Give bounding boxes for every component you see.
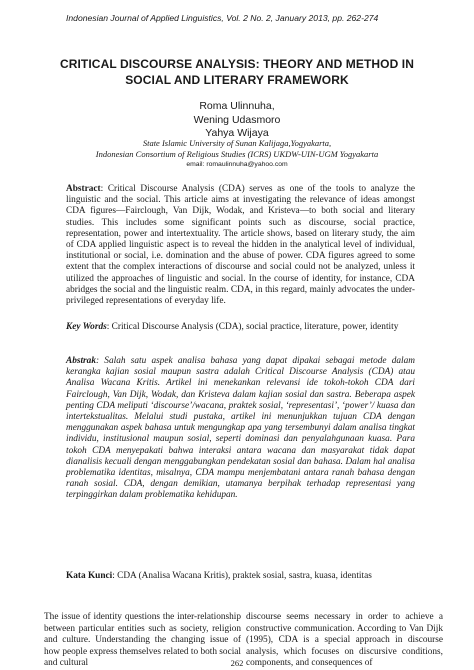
- abstract-indonesian: [66, 356, 415, 502]
- page-number: 262: [230, 658, 244, 668]
- author-email: email: romaulinnuha@yahoo.com: [186, 161, 288, 168]
- author-3: Yahya Wijaya: [205, 127, 269, 139]
- author-2: Wening Udasmoro: [193, 113, 281, 126]
- abstrak-label: Abstrak: [66, 356, 96, 366]
- body-left-column: The issue of identity questions the inter-relationship between particular entities such as society, religion and culture. Understanding the changing issue of how people express themselves related to both social and cultural: [44, 612, 241, 669]
- abstract-text: : Critical Discourse Analysis (CDA) serves as one of the tools to analyze the linguistic and the social. This article aims at investigating the relevance of ideas amongst CDA figures—Fairclough, Van Dijk, Wodak, and Kristeva—to both social and literary studies. This includes some significant points such as discourse, social practice, representation, power and intertextuality. The article shows, based on literary study, the aim of CDA applied linguistic aspect is to reveal the hidden in the analytical level of individual, institutional or social, i.e. domination and the abuse of power. CDA figures agreed to some extent that the complex interactions of discourse and social could not be analyzed, unless it utilized the approaches of linguistic and social. In the course of identity, for instance, CDA abridges the social and the linguistic realm. CDA, in this regard, mainly advocates the under-privileged representations of everyday life.: [66, 184, 415, 307]
- body-right-column: discourse seems necessary in order to achieve a constructive communication. According to Van Dijk (1995), CDA is a special approach in discourse analysis, which focuses on discursive conditions, components, and consequences of: [246, 612, 443, 669]
- kata-kunci-label: Kata Kunci: [66, 571, 113, 581]
- journal-header: Indonesian Journal of Applied Linguistics, Vol. 2 No. 2, January 2013, pp. 262-274: [66, 13, 379, 23]
- author-1: Roma Ulinnuha,: [199, 100, 275, 112]
- keywords: [66, 322, 415, 333]
- abstract-label: Abstract: [66, 184, 101, 194]
- kata-kunci-text: : CDA (Analisa Wacana Kritis), praktek sosial, sastra, kuasa, identitas: [112, 571, 372, 581]
- kata-kunci: [66, 571, 415, 582]
- author-list: [0, 100, 474, 141]
- affiliation-line-1: State Islamic University of Sunan Kalijaga,Yogyakarta,: [142, 138, 332, 148]
- title-line-1: CRITICAL DISCOURSE ANALYSIS: THEORY AND METHOD IN: [59, 57, 415, 71]
- abstract-english: [66, 184, 415, 307]
- affiliation-line-2: Indonesian Consortium of Religious Studies (ICRS) UKDW-UIN-UGM Yogyakarta: [95, 148, 379, 159]
- article-title: [40, 56, 434, 88]
- title-line-2: SOCIAL AND LITERARY FRAMEWORK: [125, 73, 349, 87]
- keywords-label: Key Words: [66, 322, 107, 332]
- keywords-text: : Critical Discourse Analysis (CDA), social practice, literature, power, identity: [106, 322, 399, 332]
- affiliation: [20, 138, 454, 159]
- abstrak-text: : Salah satu aspek analisa bahasa yang dapat dipakai sebagai metode dalam kerangka kajian sosial maupun sastra adalah Critical Discourse Analysis (CDA) atau Analisa Wacana Kritis. Artikel ini menekankan relevansi ide tokoh-tokoh CDA dari Fairclough, Van Dijk, Wodak, dan Kristeva dalam kajian sosial dan sastra. Beberapa aspek penting CDA meliputi ‘discourse’/wacana, praktek sosial, ‘representasi’, ‘power’/ kuasa dan intertekstualitas. Melalui studi pustaka, artikel ini menunjukkan tujuan CDA dengan menggunakan aspek bahasa untuk mengungkap apa yang tersembunyi dalam analisa tingkat individu, institusional maupun sosial, seperti dominasi dan penyalahgunaan kuasa. Para tokoh CDA menyepakati bahwa interaksi antara wacana dan masyarakat tidak dapat dianalisis kecuali dengan menggabungkan pendekatan sosial dan bahasa. Dalam hal analisa problematika identitas, misalnya, CDA mampu menjembatani antara ranah bahasa dengan ranah sosial. CDA, dengan demikian, utamanya berpihak terhadap representasi yang terpinggirkan dalam problematika kehidupan.: [66, 356, 415, 501]
